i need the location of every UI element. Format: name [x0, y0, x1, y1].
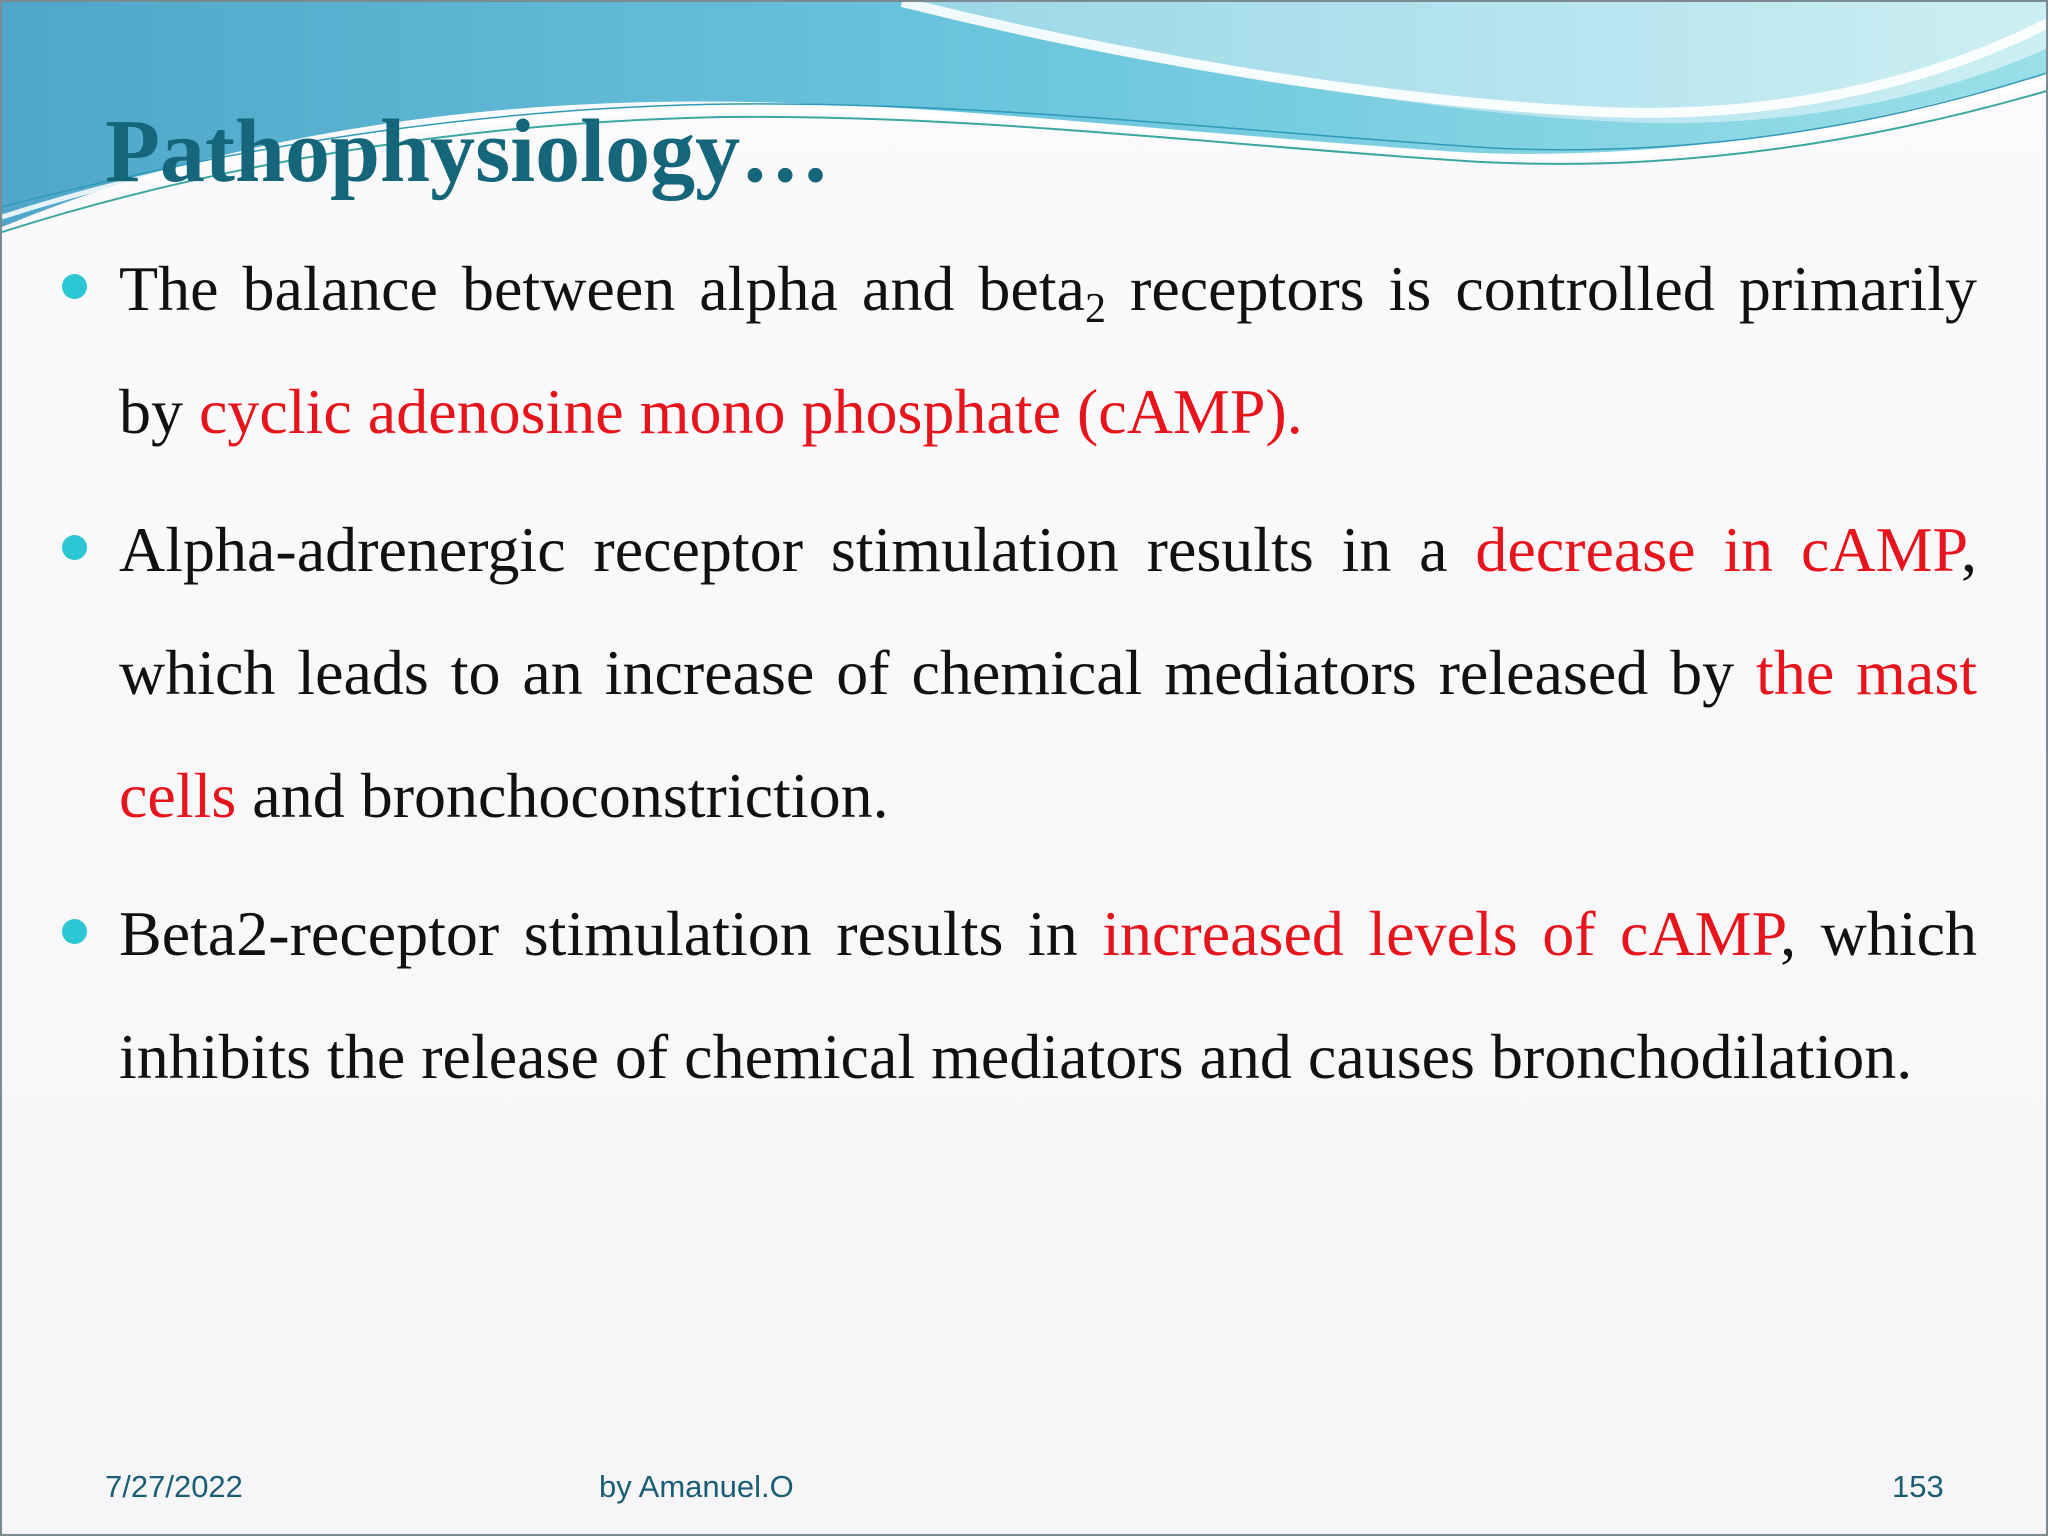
- slide-number: 153: [1892, 1469, 1944, 1504]
- bullet-list: [62, 227, 1977, 1133]
- bullet-text: Alpha-adrenergic receptor stimulation results in a: [119, 514, 1476, 585]
- bullet-text: and bronchoconstriction.: [236, 760, 889, 831]
- bullet-text: receptors is controlled primarily by: [119, 253, 1978, 447]
- bullet-text: , which leads to an increase of chemical mediators released by: [119, 514, 1977, 708]
- bullet-text: Beta2-receptor stimulation results in: [119, 898, 1103, 969]
- highlight-text: the mast cells: [119, 637, 1978, 831]
- bullet-dot-icon: [62, 535, 87, 560]
- highlight-text: decrease in cAMP: [1475, 514, 1961, 585]
- bullet-text: The balance between alpha and beta: [119, 253, 1085, 324]
- bullet-dot-icon: [62, 274, 87, 299]
- bullet-item: [62, 227, 1977, 473]
- bullet-text: , which inhibits the release of chemical mediators and causes bronchodilation.: [119, 898, 1977, 1092]
- footer-author: by Amanuel.O: [599, 1469, 794, 1504]
- highlight-text: cyclic adenosine mono phosphate (cAMP).: [199, 376, 1303, 447]
- footer-date: 7/27/2022: [105, 1469, 243, 1504]
- bullet-item: [62, 488, 1977, 857]
- subscript: 2: [1084, 286, 1106, 332]
- highlight-text: increased levels of cAMP: [1102, 898, 1781, 969]
- bullet-item: [62, 872, 1977, 1118]
- bullet-dot-icon: [62, 919, 87, 944]
- slide-title: Pathophysiology…: [105, 102, 831, 201]
